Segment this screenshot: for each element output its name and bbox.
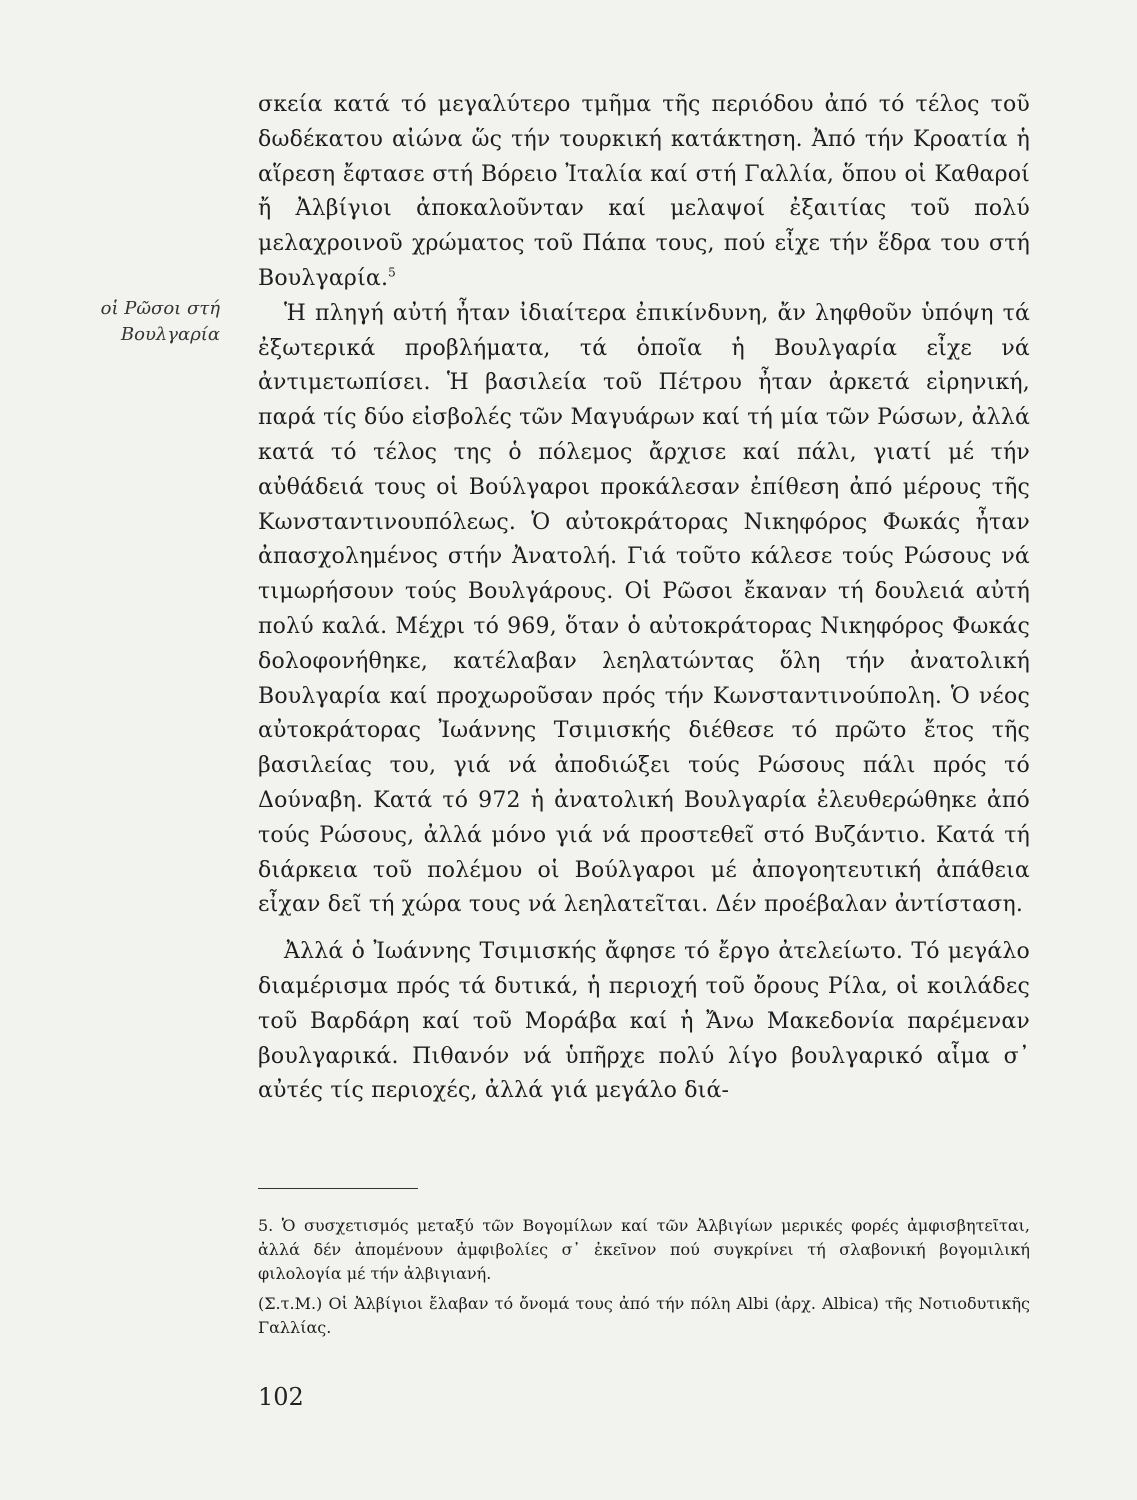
footnote-divider xyxy=(258,1188,418,1189)
paragraph-3: Ἀλλά ὁ Ἰωάννης Τσιμισκής ἄφησε τό ἔργο ἀτελείωτο. Τό μεγάλο διαμέρισμα πρός τά δυτικά, ἡ περιοχή τοῦ ὄρους Ρίλα, οἱ κοιλάδες τοῦ Βαρδάρη καί τοῦ Μοράβα καί ἡ Ἄνω Μακεδονία παρέμεναν βουλγαρικά. Πιθανόν νά ὑπῆρχε πολύ λίγο βουλγαρικό αἷμα σ᾽ αὐτές τίς περιοχές, ἀλλά γιά μεγάλο διά- xyxy=(258,939,1030,1104)
translator-note: (Σ.τ.Μ.) Οἱ Ἀλβίγιοι ἔλαβαν τό ὄνομά τους ἀπό τήν πόλη Albi (ἀρχ. Albica) τῆς Νοτιοδυτικῆς Γαλλίας. xyxy=(258,1294,1030,1337)
footnotes xyxy=(258,1214,1030,1346)
footnote-5: 5. Ὁ συσχετισμός μεταξύ τῶν Βογομίλων καί τῶν Ἀλβιγίων μερικές φορές ἀμφισβητεῖται, ἀλλά δέν ἀπομένουν ἀμφιβολίες σ᾽ ἐκεῖνον πού συγκρίνει τή σλαβονική βογομιλική φιλολογία μέ τήν ἀλβιγιανή. xyxy=(258,1216,1030,1283)
footnote-ref-5: 5 xyxy=(388,265,396,280)
paragraph-2: Ἡ πληγή αὐτή ἦταν ἰδιαίτερα ἐπικίνδυνη, ἄν ληφθοῦν ὑπόψη τά ἐξωτερικά προβλήματα, τά ὁποῖα ἡ Βουλγαρία εἶχε νά ἀντιμετωπίσει. Ἡ βασιλεία τοῦ Πέτρου ἦταν ἀρκετά εἰρηνική, παρά τίς δύο εἰσβολές τῶν Μαγυάρων καί τή μία τῶν Ρώσων, ἀλλά κατά τό τέλος της ὁ πόλεμος ἄρχισε καί πάλι, γιατί μέ τήν αὐθάδειά τους οἱ Βούλγαροι προκάλεσαν ἐπίθεση ἀπό μέρους τῆς Κωνσταντινουπόλεως. Ὁ αὐτοκράτορας Νικηφόρος Φωκάς ἦταν ἀπασχολημένος στήν Ἀνατολή. Γιά τοῦτο κάλεσε τούς Ρώσους νά τιμωρήσουν τούς Βουλγάρους. Οἱ Ρῶσοι ἔκαναν τή δουλειά αὐτή πολύ καλά. Μέχρι τό 969, ὅταν ὁ αὐτοκράτορας Νικηφόρος Φωκάς δολοφονήθηκε, κατέλαβαν λεηλατώντας ὅλη τήν ἀνατολική Βουλγαρία καί προχωροῦσαν πρός τήν Κωνσταντινούπολη. Ὁ νέος αὐτοκράτορας Ἰωάννης Τσιμισκής διέθεσε τό πρῶτο ἔτος τῆς βασιλείας του, γιά νά ἀποδιώξει τούς Ρώσους πάλι πρός τό Δούναβη. Κατά τό 972 ἡ ἀνατολική Βουλγαρία ἐλευθερώθηκε ἀπό τούς Ρώσους, ἀλλά μόνο γιά νά προστεθεῖ στό Βυζάντιο. Κατά τή διάρκεια τοῦ πολέμου οἱ Βούλγαροι μέ ἀπογοητευτική ἀπάθεια εἶχαν δεῖ τή χώρα τους νά λεηλατεῖται. Δέν προέβαλαν ἀντίσταση. xyxy=(258,300,1030,918)
paragraph-1 xyxy=(258,88,1030,297)
margin-note-rus-in-bulgaria: οἱ Ρῶσοι στή Βουλγαρία xyxy=(100,298,220,345)
page-number: 102 xyxy=(258,1383,304,1411)
paragraph-1-text: σκεία κατά τό μεγαλύτερο τμῆμα τῆς περιόδου ἀπό τό τέλος τοῦ δωδέκατου αἰώνα ὥς τήν τουρκική κατάκτηση. Ἀπό τήν Κροατία ἡ αἵρεση ἔφτασε στή Βόρειο Ἰταλία καί στή Γαλλία, ὅπου οἱ Καθαροί ἤ Ἀλβίγιοι ἀποκαλοῦνταν καί μελαψοί ἐξαιτίας τοῦ πολύ μελαχροινοῦ χρώματος τοῦ Πάπα τους, πού εἶχε τήν ἕδρα του στή Βουλγαρία. xyxy=(258,92,1030,291)
main-text xyxy=(258,88,1030,1109)
